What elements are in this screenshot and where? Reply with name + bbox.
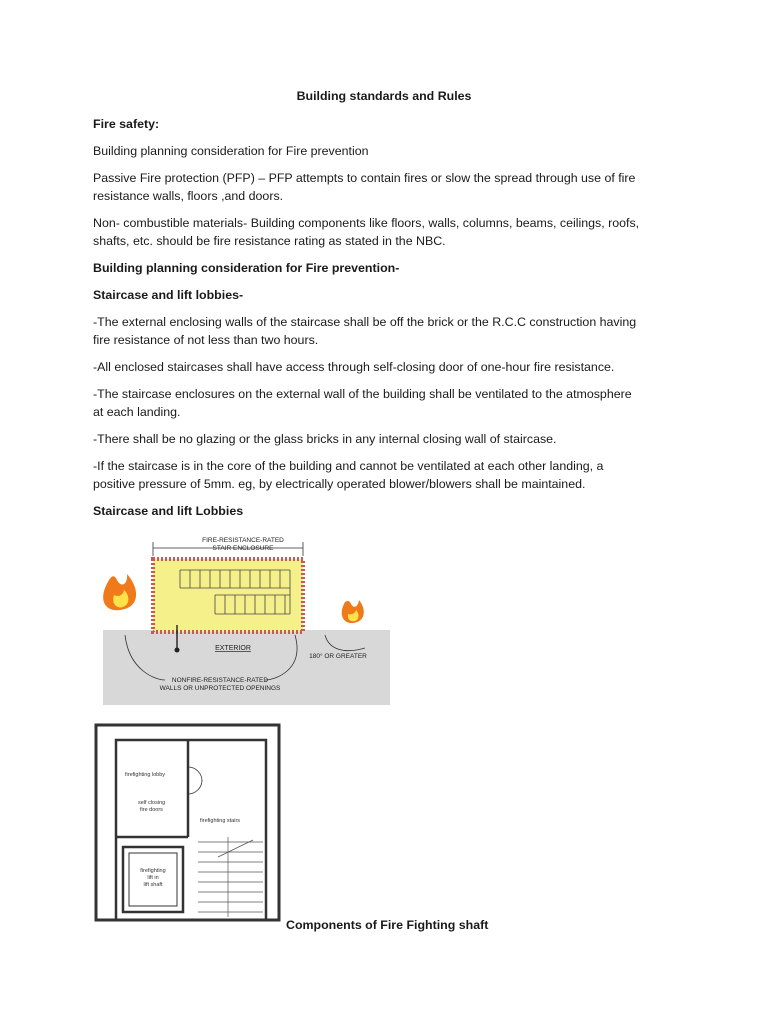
rule-1-line2: fire resistance of not less than two hours. — [93, 333, 319, 347]
label-lift-1: firefighting — [140, 868, 166, 874]
label-lobby: firefighting lobby — [125, 772, 166, 778]
label-doors-2: fire doors — [140, 807, 163, 813]
stair-enclosure-diagram — [95, 530, 390, 705]
label-stairs: firefighting stairs — [200, 818, 241, 824]
label-exterior: EXTERIOR — [215, 645, 251, 652]
rule-4: -There shall be no glazing or the glass bricks in any internal closing wall of staircase. — [93, 432, 557, 446]
rule-5-line1: -If the staircase is in the core of the building and cannot be ventilated at each other landing, a — [93, 459, 604, 473]
page-title: Building standards and Rules — [296, 89, 472, 103]
ncm-text-line1: Non- combustible materials- Building components like floors, walls, columns, beams, ceilings, roofs, — [93, 216, 640, 230]
staircase-heading: Staircase and lift lobbies- — [93, 288, 244, 302]
staircase-heading-2: Staircase and lift Lobbies — [93, 504, 244, 518]
label-nonfire: NONFIRE-RESISTANCE-RATED — [171, 677, 269, 684]
firefighting-shaft-plan — [93, 722, 283, 922]
rule-2: -All enclosed staircases shall have access through self-closing door of one-hour fire resistance. — [93, 360, 615, 374]
label-lift-2: lift in — [147, 875, 159, 881]
figure-caption: Components of Fire Fighting shaft — [286, 918, 489, 933]
label-doors-1: self closing — [138, 800, 166, 806]
label-lift-3: lift shaft — [143, 882, 163, 888]
planning-heading-2: Building planning consideration for Fire prevention- — [93, 261, 400, 275]
fire-safety-heading: Fire safety: — [93, 117, 160, 131]
planning-heading: Building planning consideration for Fire prevention — [93, 144, 369, 158]
rule-3-line2: at each landing. — [93, 405, 181, 419]
label-stair-enclosure: STAIR ENCLOSURE — [212, 545, 274, 552]
rule-1-line1: -The external enclosing walls of the staircase shall be off the brick or the R.C.C construction having — [93, 315, 637, 329]
pfp-text-line1: Passive Fire protection (PFP) – PFP attempts to contain fires or slow the spread through use of fire — [93, 171, 636, 185]
exterior-ground — [103, 630, 390, 705]
label-walls: WALLS OR UNPROTECTED OPENINGS — [159, 685, 281, 692]
rule-3-line1: -The staircase enclosures on the external wall of the building shall be ventilated to the atmosphere — [93, 387, 632, 401]
ncm-text-line2: shafts, etc. should be fire resistance rating as stated in the NBC. — [93, 234, 446, 248]
label-fire-resistance: FIRE-RESISTANCE-RATED — [202, 537, 284, 544]
pfp-text-line2: resistance walls, floors ,and doors. — [93, 189, 284, 203]
stair-treads-plan — [198, 837, 263, 917]
label-angle: 180° OR GREATER — [309, 653, 367, 660]
rule-5-line2: positive pressure of 5mm. eg, by electrically operated blower/blowers shall be maintained. — [93, 477, 586, 491]
